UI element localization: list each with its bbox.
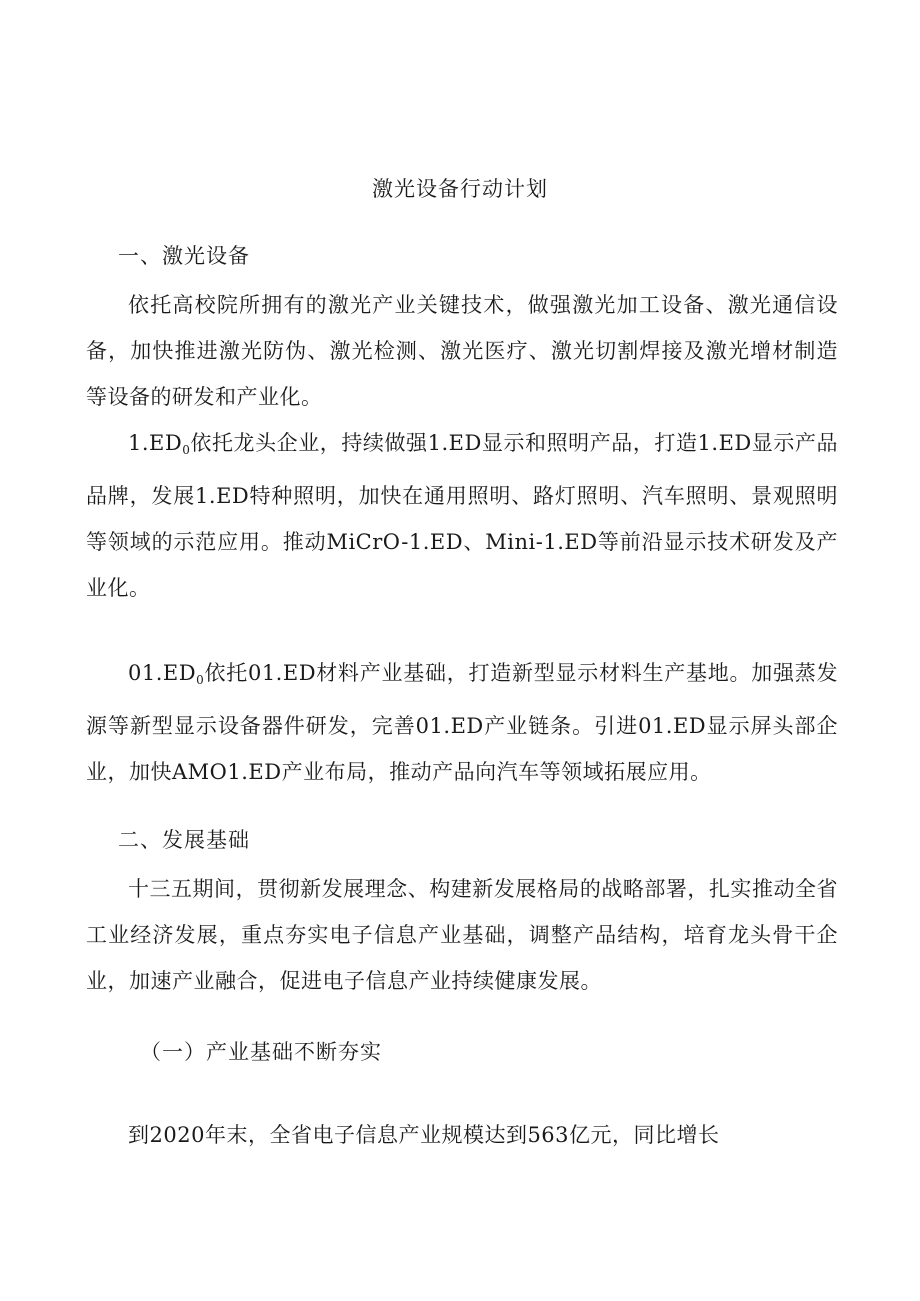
paragraph-led xyxy=(86,420,838,611)
led-label: 1.ED xyxy=(128,431,183,455)
paragraph-oled xyxy=(86,650,838,795)
paragraph-industry-scale: 到2020年末，全省电子信息产业规模达到563亿元，同比增长 xyxy=(128,1123,720,1147)
oled-label-subscript: 0 xyxy=(196,673,205,687)
led-text: 依托龙头企业，持续做强1.ED显示和照明产品，打造1.ED显示产品品牌，发展1.ED特种照明，加快在通用照明、路灯照明、汽车照明、景观照明等领域的示范应用。推动MiCrO-1.ED、Mini-1.ED等前沿显示技术研发及产业化。 xyxy=(86,431,838,600)
paragraph-development-basis: 十三五期间，贯彻新发展理念、构建新发展格局的战略部署，扎实推动全省工业经济发展，重点夯实电子信息产业基础，调整产品结构，培育龙头骨干企业，加速产业融合，促进电子信息产业持续健康发展。 xyxy=(86,877,838,993)
document-title: 激光设备行动计划 xyxy=(372,177,548,201)
section-heading-development-basis: 二、发展基础 xyxy=(118,828,250,852)
led-label-subscript: 0 xyxy=(182,443,191,457)
paragraph-laser-equipment: 依托高校院所拥有的激光产业关键技术，做强激光加工设备、激光通信设备，加快推进激光防伪、激光检测、激光医疗、激光切割焊接及激光增材制造等设备的研发和产业化。 xyxy=(86,293,838,409)
oled-label: 01.ED xyxy=(128,661,197,685)
oled-text: 依托01.ED材料产业基础，打造新型显示材料生产基地。加强蒸发源等新型显示设备器件研发，完善01.ED产业链条。引进01.ED显示屏头部企业，加快AMO1.ED产业布局，推动产品向汽车等领域拓展应用。 xyxy=(86,661,838,784)
subheading-industry-foundation: （一）产业基础不断夯实 xyxy=(140,1040,382,1064)
section-heading-laser-equipment: 一、激光设备 xyxy=(118,244,250,268)
